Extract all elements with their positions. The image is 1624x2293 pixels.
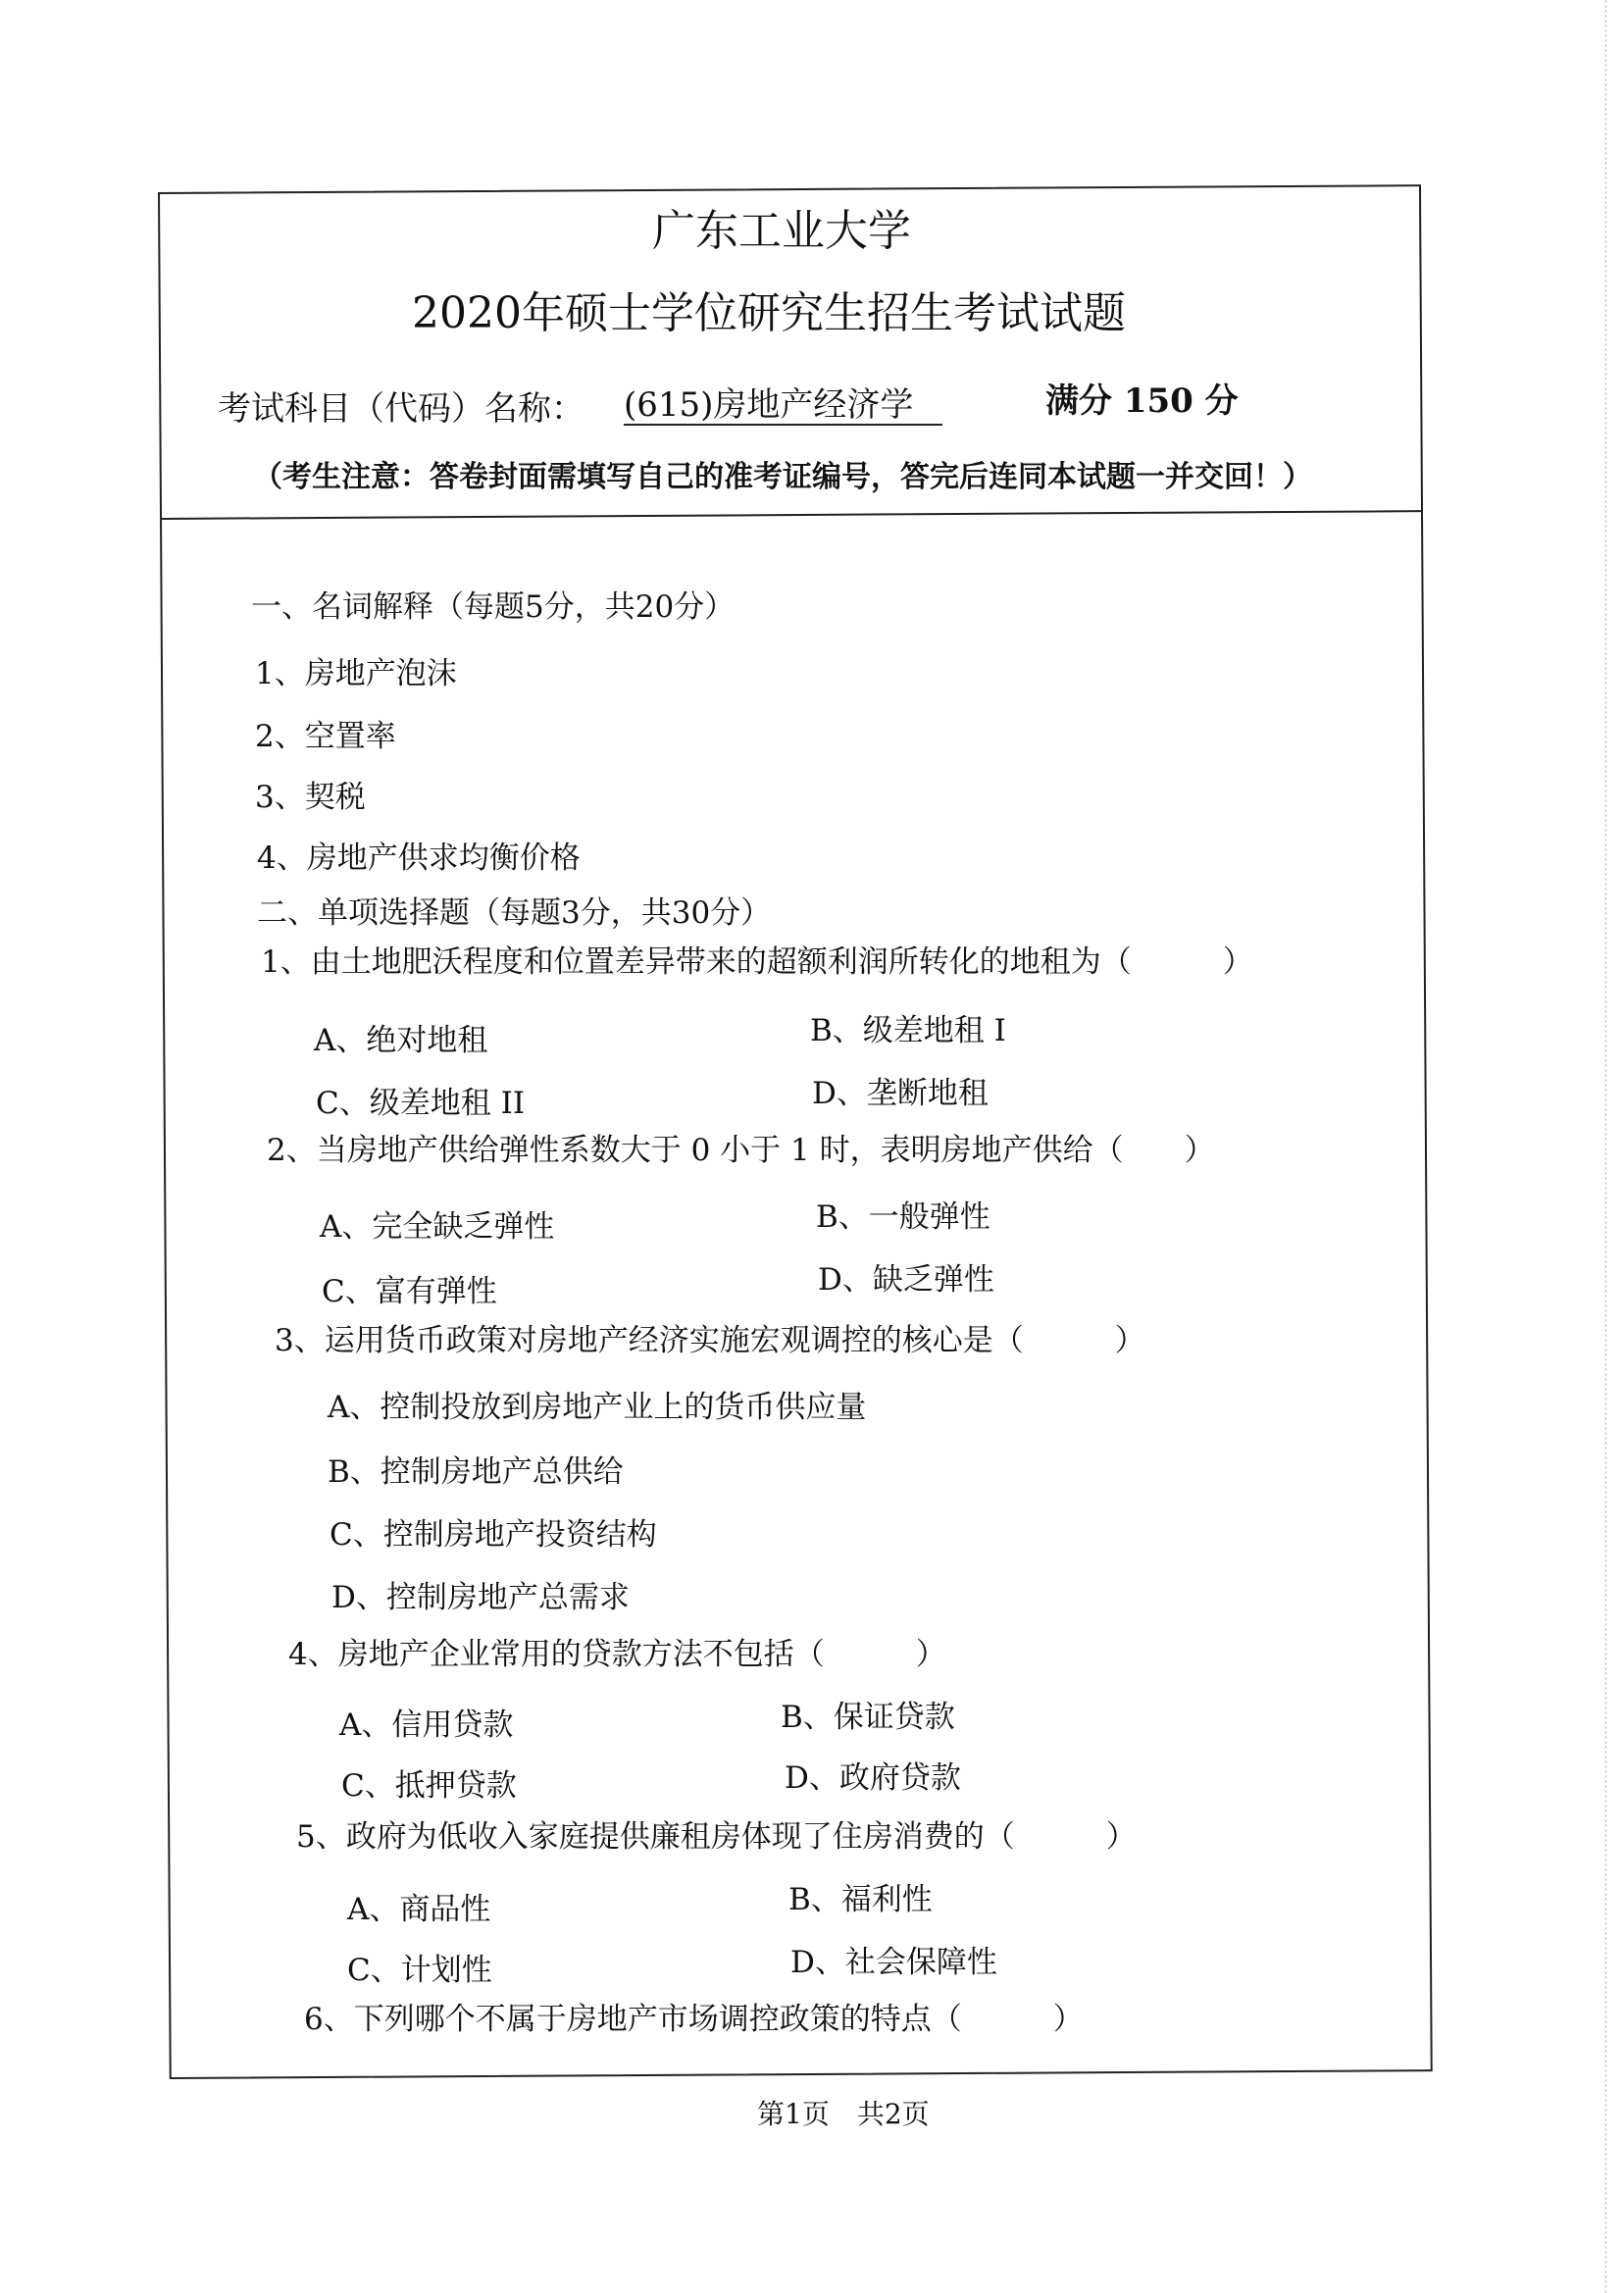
- option-d: D、社会保障性: [790, 1945, 997, 1980]
- option-c: C、抵押贷款: [341, 1768, 517, 1804]
- exam-title: 2020年硕士学位研究生招生考试试题: [412, 288, 1126, 338]
- term-item: 4、房地产供求均衡价格: [257, 841, 581, 876]
- option-c: C、控制房地产投资结构: [330, 1517, 657, 1553]
- option-d: D、政府贷款: [785, 1760, 961, 1796]
- option-b: B、保证贷款: [781, 1700, 955, 1735]
- university-name: 广东工业大学: [652, 206, 911, 256]
- question-stem: 6、下列哪个不属于房地产市场调控政策的特点（ ）: [304, 2002, 1084, 2037]
- question-stem: 4、房地产企业常用的贷款方法不包括（ ）: [288, 1637, 946, 1672]
- section2-title: 二、单项选择题（每题3分，共30分）: [257, 895, 772, 931]
- option-b: B、控制房地产总供给: [328, 1454, 624, 1490]
- section1-title: 一、名词解释（每题5分，共20分）: [251, 589, 736, 625]
- notice: （考生注意：答卷封面需填写自己的准考证编号，答完后连同本试题一并交回！）: [253, 460, 1312, 494]
- option-a: A、信用贷款: [339, 1707, 514, 1743]
- question-stem: 3、运用货币政策对房地产经济实施宏观调控的核心是（ ）: [275, 1323, 1145, 1358]
- subject-label: 考试科目（代码）名称：: [218, 389, 584, 429]
- option-b: B、一般弹性: [816, 1199, 990, 1235]
- option-a: A、商品性: [347, 1892, 491, 1927]
- term-item: 2、空置率: [255, 719, 396, 754]
- option-c: C、级差地租 II: [316, 1086, 526, 1121]
- term-item: 3、契税: [255, 780, 366, 815]
- option-b: B、福利性: [788, 1882, 933, 1917]
- question-stem: 5、政府为低收入家庭提供廉租房体现了住房消费的（ ）: [296, 1819, 1137, 1855]
- scan-edge: [1604, 0, 1606, 2293]
- option-a: A、控制投放到房地产业上的货币供应量: [328, 1390, 867, 1425]
- option-d: D、垄断地租: [812, 1076, 989, 1111]
- full-score: 满分 150 分: [1045, 382, 1239, 421]
- page-number: 第1页 共2页: [757, 2098, 930, 2130]
- option-a: A、完全缺乏弹性: [320, 1209, 555, 1245]
- term-item: 1、房地产泡沫: [255, 656, 457, 691]
- option-d: D、控制房地产总需求: [331, 1580, 630, 1615]
- option-a: A、绝对地租: [314, 1023, 488, 1058]
- header-divider: [162, 510, 1421, 520]
- option-c: C、计划性: [347, 1953, 492, 1988]
- subject-value: (615)房地产经济学: [624, 388, 942, 426]
- option-c: C、富有弹性: [322, 1274, 497, 1309]
- question-stem: 1、由土地肥沃程度和位置差异带来的超额利润所转化的地租为（ ）: [261, 944, 1253, 980]
- option-b: B、级差地租 I: [810, 1013, 1006, 1048]
- question-stem: 2、当房地产供给弹性系数大于 0 小于 1 时，表明房地产供给（ ）: [267, 1133, 1215, 1168]
- option-d: D、缺乏弹性: [818, 1262, 994, 1298]
